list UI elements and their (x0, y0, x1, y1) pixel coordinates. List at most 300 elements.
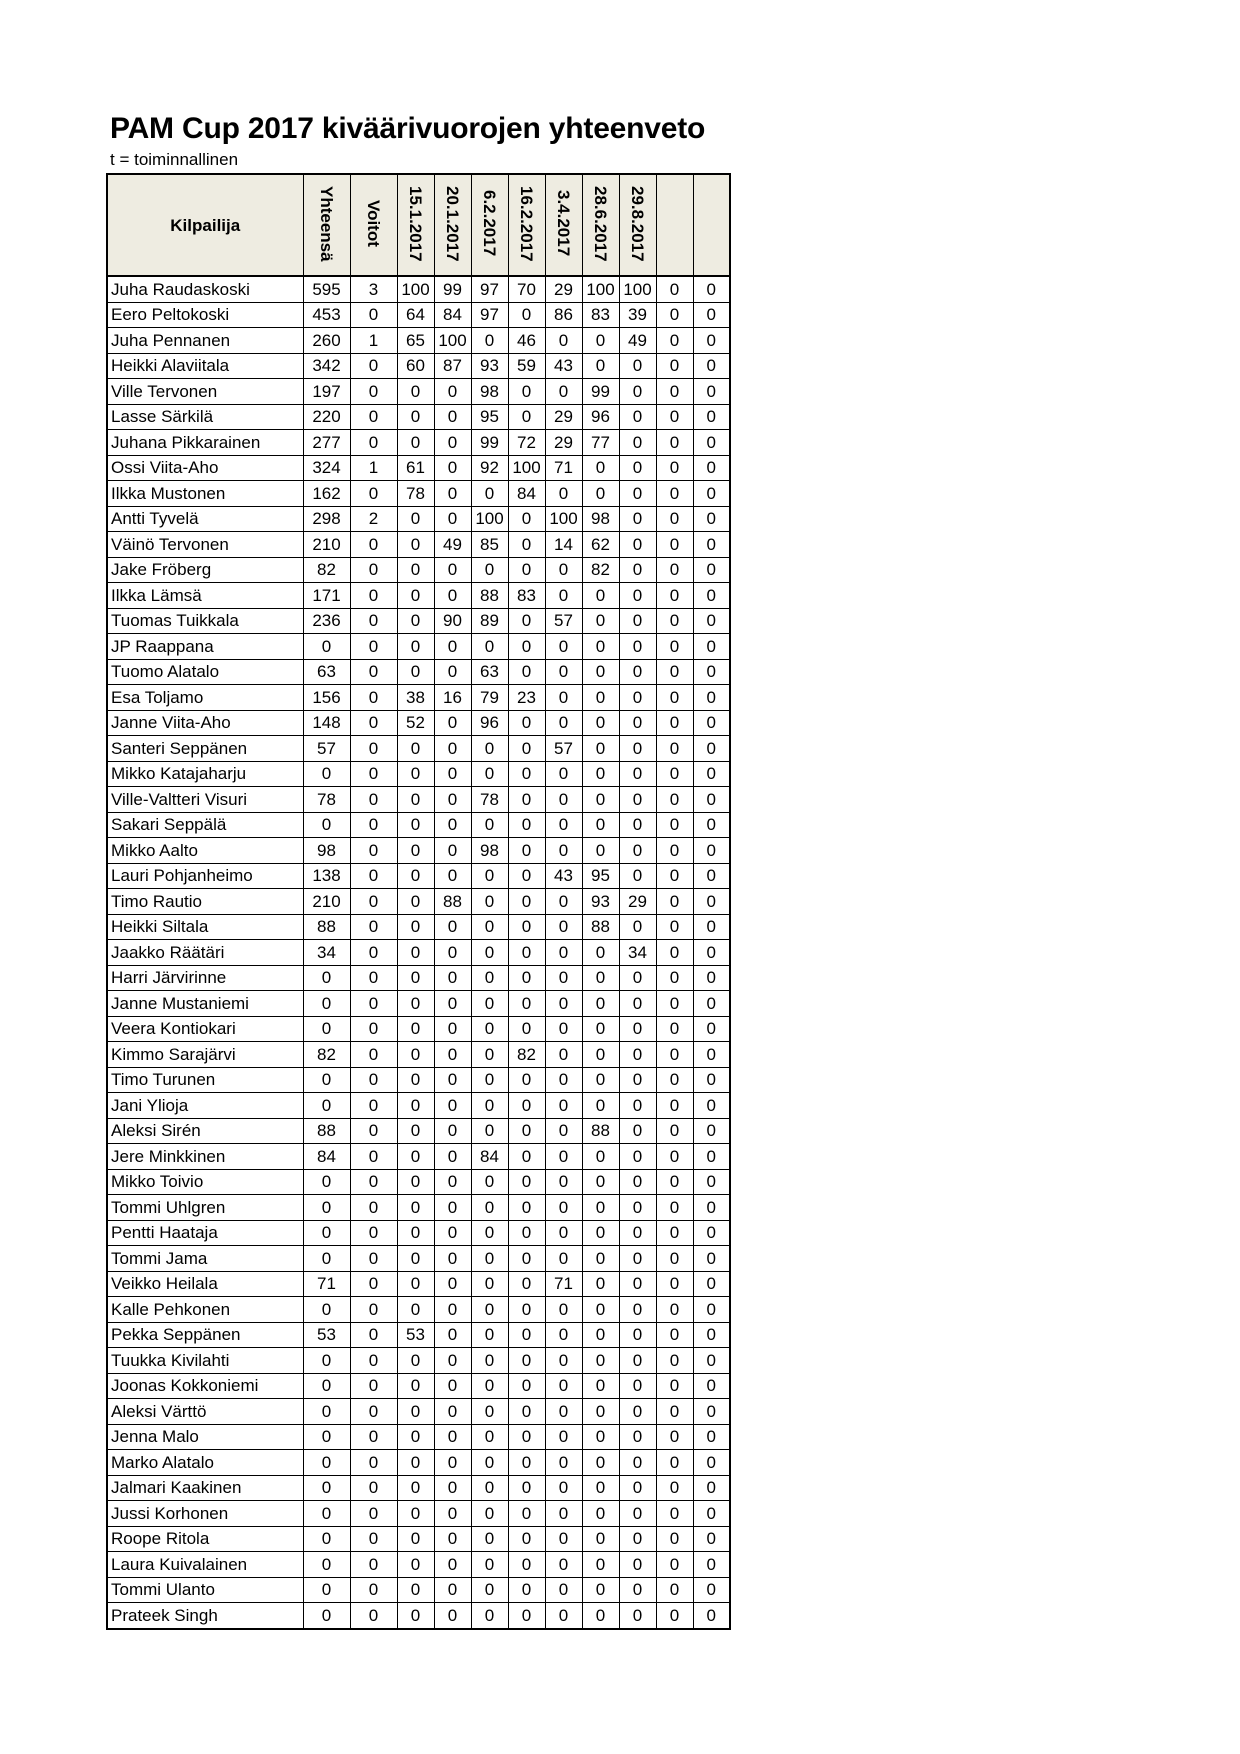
score-cell: 0 (619, 1424, 656, 1450)
competitor-name-cell: Jussi Korhonen (107, 1501, 303, 1527)
score-cell: 0 (656, 1348, 693, 1374)
score-cell: 0 (619, 914, 656, 940)
score-cell: 0 (434, 1450, 471, 1476)
score-cell: 0 (693, 1322, 730, 1348)
score-cell: 0 (656, 838, 693, 864)
score-cell: 0 (693, 1042, 730, 1068)
score-cell: 0 (303, 1424, 350, 1450)
score-cell: 62 (582, 532, 619, 558)
column-header (303, 174, 350, 276)
score-cell: 0 (303, 1016, 350, 1042)
score-cell: 0 (434, 1144, 471, 1170)
table-row (107, 481, 730, 507)
score-cell: 49 (434, 532, 471, 558)
score-cell: 0 (693, 302, 730, 328)
column-header (582, 174, 619, 276)
score-cell: 0 (397, 379, 434, 405)
competitor-name-cell: Väinö Tervonen (107, 532, 303, 558)
score-cell: 0 (545, 1424, 582, 1450)
score-cell: 0 (303, 1067, 350, 1093)
score-cell: 0 (303, 1577, 350, 1603)
score-cell: 0 (693, 328, 730, 354)
score-cell: 0 (434, 761, 471, 787)
score-cell: 98 (303, 838, 350, 864)
score-cell: 0 (508, 1144, 545, 1170)
score-cell: 100 (397, 276, 434, 302)
score-cell: 0 (397, 1118, 434, 1144)
score-cell: 0 (508, 1297, 545, 1323)
score-cell: 0 (434, 1220, 471, 1246)
score-cell: 0 (434, 1501, 471, 1527)
score-cell: 0 (693, 1144, 730, 1170)
score-cell: 97 (471, 302, 508, 328)
table-row (107, 787, 730, 813)
score-cell: 210 (303, 889, 350, 915)
score-cell: 0 (350, 659, 397, 685)
score-cell: 0 (619, 965, 656, 991)
table-row (107, 276, 730, 302)
score-cell: 0 (582, 940, 619, 966)
score-cell: 0 (434, 1373, 471, 1399)
score-cell: 1 (350, 455, 397, 481)
table-row (107, 965, 730, 991)
score-cell: 0 (619, 404, 656, 430)
score-cell: 0 (656, 1373, 693, 1399)
score-cell: 0 (656, 1475, 693, 1501)
score-cell: 0 (582, 1246, 619, 1272)
score-cell: 0 (397, 1603, 434, 1629)
score-cell: 0 (471, 328, 508, 354)
score-cell: 100 (471, 506, 508, 532)
score-cell: 0 (471, 634, 508, 660)
score-cell: 65 (397, 328, 434, 354)
competitor-name-cell: Janne Mustaniemi (107, 991, 303, 1017)
competitor-name-cell: Marko Alatalo (107, 1450, 303, 1476)
competitor-name-cell: Eero Peltokoski (107, 302, 303, 328)
score-cell: 0 (434, 659, 471, 685)
score-cell: 0 (303, 1475, 350, 1501)
score-cell: 0 (397, 1220, 434, 1246)
score-cell: 0 (545, 889, 582, 915)
score-cell: 0 (545, 1220, 582, 1246)
score-cell: 0 (693, 532, 730, 558)
score-cell: 0 (693, 1271, 730, 1297)
score-cell: 0 (508, 761, 545, 787)
column-header-label: 15.1.2017 (406, 185, 425, 262)
competitor-name-cell: Juha Raudaskoski (107, 276, 303, 302)
competitor-name-cell: Mikko Katajaharju (107, 761, 303, 787)
table-row (107, 1297, 730, 1323)
score-cell: 0 (397, 430, 434, 456)
score-cell: 0 (397, 1195, 434, 1221)
score-cell: 63 (303, 659, 350, 685)
table-row (107, 583, 730, 609)
score-cell: 0 (545, 991, 582, 1017)
score-cell: 0 (508, 914, 545, 940)
score-cell: 0 (397, 608, 434, 634)
score-cell: 100 (619, 276, 656, 302)
competitor-name-cell: Ossi Viita-Aho (107, 455, 303, 481)
score-cell: 0 (545, 1246, 582, 1272)
competitor-name-cell: Jere Minkkinen (107, 1144, 303, 1170)
score-cell: 0 (582, 1577, 619, 1603)
score-cell: 0 (693, 506, 730, 532)
score-cell: 0 (693, 736, 730, 762)
score-cell: 0 (397, 1501, 434, 1527)
score-cell: 0 (434, 1271, 471, 1297)
score-cell: 0 (508, 1195, 545, 1221)
competitor-name-cell: Timo Rautio (107, 889, 303, 915)
score-cell: 0 (656, 353, 693, 379)
score-cell: 0 (508, 1577, 545, 1603)
score-cell: 0 (350, 1450, 397, 1476)
score-cell: 88 (471, 583, 508, 609)
score-cell: 171 (303, 583, 350, 609)
score-cell: 0 (656, 1603, 693, 1629)
score-cell: 0 (693, 914, 730, 940)
score-cell: 0 (582, 1399, 619, 1425)
score-cell: 0 (693, 481, 730, 507)
score-cell: 0 (619, 1475, 656, 1501)
score-cell: 90 (434, 608, 471, 634)
score-cell: 0 (397, 736, 434, 762)
score-cell: 0 (619, 1501, 656, 1527)
score-cell: 0 (619, 1577, 656, 1603)
score-cell: 0 (693, 276, 730, 302)
score-cell: 0 (434, 991, 471, 1017)
score-cell: 0 (582, 634, 619, 660)
score-cell: 0 (619, 1042, 656, 1068)
table-row (107, 532, 730, 558)
score-cell: 0 (350, 965, 397, 991)
score-cell: 0 (693, 1246, 730, 1272)
table-row (107, 914, 730, 940)
score-cell: 87 (434, 353, 471, 379)
score-cell: 0 (619, 506, 656, 532)
score-cell: 0 (508, 1526, 545, 1552)
score-cell: 57 (303, 736, 350, 762)
table-row (107, 1271, 730, 1297)
score-cell: 0 (397, 1144, 434, 1170)
score-cell: 29 (545, 430, 582, 456)
score-cell: 0 (434, 1526, 471, 1552)
score-cell: 0 (434, 838, 471, 864)
score-cell: 84 (303, 1144, 350, 1170)
competitor-name-cell: Jenna Malo (107, 1424, 303, 1450)
score-cell: 0 (582, 455, 619, 481)
score-cell: 0 (350, 1603, 397, 1629)
score-cell: 0 (471, 1118, 508, 1144)
table-row (107, 889, 730, 915)
score-cell: 82 (303, 557, 350, 583)
table-row (107, 761, 730, 787)
score-cell: 0 (619, 455, 656, 481)
score-cell: 0 (656, 1322, 693, 1348)
score-cell: 0 (545, 965, 582, 991)
competitor-name-cell: Kimmo Sarajärvi (107, 1042, 303, 1068)
score-cell: 0 (397, 1424, 434, 1450)
score-cell: 0 (397, 812, 434, 838)
table-row (107, 379, 730, 405)
score-cell: 0 (619, 481, 656, 507)
score-cell: 0 (545, 1373, 582, 1399)
competitor-name-cell: Janne Viita-Aho (107, 710, 303, 736)
score-cell: 0 (471, 1220, 508, 1246)
table-row (107, 1093, 730, 1119)
score-cell: 0 (619, 787, 656, 813)
score-cell: 0 (397, 761, 434, 787)
score-cell: 0 (397, 889, 434, 915)
score-cell: 0 (693, 1169, 730, 1195)
score-cell: 0 (693, 1424, 730, 1450)
table-row (107, 991, 730, 1017)
score-cell: 0 (656, 787, 693, 813)
score-cell: 0 (303, 1246, 350, 1272)
table-row (107, 328, 730, 354)
score-cell: 0 (434, 940, 471, 966)
score-cell: 0 (397, 1552, 434, 1578)
score-cell: 0 (619, 838, 656, 864)
score-cell: 0 (693, 634, 730, 660)
score-cell: 0 (656, 557, 693, 583)
score-cell: 0 (545, 1042, 582, 1068)
score-cell: 0 (656, 1195, 693, 1221)
score-cell: 88 (582, 914, 619, 940)
score-cell: 0 (508, 1322, 545, 1348)
table-row (107, 353, 730, 379)
score-cell: 0 (350, 1475, 397, 1501)
score-cell: 0 (693, 583, 730, 609)
score-cell: 0 (582, 1526, 619, 1552)
score-cell: 43 (545, 353, 582, 379)
score-cell: 0 (582, 1169, 619, 1195)
score-cell: 0 (397, 659, 434, 685)
score-cell: 0 (434, 1577, 471, 1603)
score-cell: 0 (545, 940, 582, 966)
score-cell: 34 (303, 940, 350, 966)
score-cell: 0 (582, 1552, 619, 1578)
score-cell: 0 (350, 1246, 397, 1272)
competitor-name-cell: Antti Tyvelä (107, 506, 303, 532)
score-cell: 72 (508, 430, 545, 456)
score-cell: 0 (350, 532, 397, 558)
score-cell: 0 (397, 583, 434, 609)
score-cell: 0 (471, 889, 508, 915)
score-cell: 0 (582, 481, 619, 507)
score-cell: 0 (619, 379, 656, 405)
score-cell: 0 (693, 1373, 730, 1399)
column-header (350, 174, 397, 276)
score-cell: 0 (619, 1169, 656, 1195)
score-cell: 0 (619, 1399, 656, 1425)
score-cell: 0 (619, 761, 656, 787)
score-cell: 0 (303, 1501, 350, 1527)
score-cell: 0 (471, 1501, 508, 1527)
score-cell: 0 (693, 965, 730, 991)
score-cell: 0 (508, 1246, 545, 1272)
score-cell: 0 (545, 1526, 582, 1552)
table-row (107, 1373, 730, 1399)
score-cell: 100 (508, 455, 545, 481)
score-cell: 0 (350, 991, 397, 1017)
score-cell: 0 (350, 761, 397, 787)
table-row (107, 1169, 730, 1195)
table-row (107, 1246, 730, 1272)
score-cell: 0 (508, 659, 545, 685)
score-cell: 88 (434, 889, 471, 915)
score-cell: 0 (350, 379, 397, 405)
score-cell: 0 (397, 1526, 434, 1552)
competitor-name-cell: Kalle Pehkonen (107, 1297, 303, 1323)
competitor-name-cell: Pentti Haataja (107, 1220, 303, 1246)
score-cell: 0 (545, 1348, 582, 1374)
score-cell: 0 (582, 1042, 619, 1068)
score-cell: 0 (350, 1424, 397, 1450)
table-header-row (107, 174, 730, 276)
competitor-name-cell: Aleksi Sirén (107, 1118, 303, 1144)
score-cell: 0 (545, 1016, 582, 1042)
score-cell: 0 (656, 736, 693, 762)
score-cell: 0 (350, 863, 397, 889)
score-cell: 0 (693, 379, 730, 405)
score-cell: 0 (508, 863, 545, 889)
score-cell: 0 (656, 634, 693, 660)
score-cell: 0 (693, 710, 730, 736)
score-cell: 138 (303, 863, 350, 889)
table-row (107, 838, 730, 864)
score-cell: 0 (434, 1297, 471, 1323)
competitor-name-cell: Veera Kontiokari (107, 1016, 303, 1042)
score-cell: 0 (582, 838, 619, 864)
score-cell: 0 (582, 736, 619, 762)
score-cell: 52 (397, 710, 434, 736)
table-row (107, 506, 730, 532)
score-cell: 0 (471, 1297, 508, 1323)
score-cell: 0 (545, 710, 582, 736)
score-cell: 0 (545, 1603, 582, 1629)
score-cell: 0 (434, 583, 471, 609)
score-cell: 0 (471, 1526, 508, 1552)
score-cell: 0 (545, 838, 582, 864)
score-cell: 0 (434, 787, 471, 813)
score-cell: 0 (619, 1093, 656, 1119)
column-header-label: 16.2.2017 (517, 185, 536, 262)
score-cell: 0 (656, 1271, 693, 1297)
competitor-name-cell: Jake Fröberg (107, 557, 303, 583)
score-cell: 0 (693, 812, 730, 838)
score-cell: 0 (656, 1399, 693, 1425)
score-cell: 0 (350, 481, 397, 507)
score-cell: 0 (397, 506, 434, 532)
score-cell: 0 (434, 1552, 471, 1578)
score-cell: 595 (303, 276, 350, 302)
score-cell: 0 (471, 1450, 508, 1476)
score-cell: 0 (619, 1195, 656, 1221)
score-cell: 0 (434, 1067, 471, 1093)
score-cell: 0 (582, 1271, 619, 1297)
score-cell: 0 (397, 1297, 434, 1323)
score-cell: 0 (656, 1424, 693, 1450)
table-row (107, 1603, 730, 1629)
score-cell: 96 (582, 404, 619, 430)
score-cell: 0 (397, 1246, 434, 1272)
score-cell: 0 (397, 838, 434, 864)
table-row (107, 1475, 730, 1501)
competitor-name-cell: Mikko Toivio (107, 1169, 303, 1195)
score-cell: 0 (656, 302, 693, 328)
column-header-label: Voitot (364, 200, 383, 247)
score-cell: 97 (471, 276, 508, 302)
score-cell: 0 (693, 1093, 730, 1119)
score-cell: 0 (656, 481, 693, 507)
score-cell: 88 (303, 914, 350, 940)
score-cell: 0 (350, 1067, 397, 1093)
score-cell: 0 (508, 965, 545, 991)
competitor-name-cell: Tuukka Kivilahti (107, 1348, 303, 1374)
competitor-name-cell: Jani Ylioja (107, 1093, 303, 1119)
score-cell: 0 (471, 1552, 508, 1578)
table-row (107, 1424, 730, 1450)
score-cell: 0 (582, 1144, 619, 1170)
score-cell: 0 (656, 685, 693, 711)
score-cell: 0 (434, 557, 471, 583)
score-cell: 0 (545, 1475, 582, 1501)
score-cell: 0 (619, 1373, 656, 1399)
score-cell: 63 (471, 659, 508, 685)
score-cell: 0 (545, 1093, 582, 1119)
score-cell: 0 (397, 1042, 434, 1068)
table-row (107, 634, 730, 660)
score-cell: 0 (350, 1271, 397, 1297)
score-cell: 0 (508, 1093, 545, 1119)
score-cell: 0 (508, 1373, 545, 1399)
score-cell: 0 (693, 1399, 730, 1425)
score-cell: 0 (303, 1552, 350, 1578)
score-cell: 0 (397, 1169, 434, 1195)
column-header-label: 28.6.2017 (591, 185, 610, 262)
score-cell: 0 (471, 1424, 508, 1450)
table-row (107, 1552, 730, 1578)
score-cell: 0 (619, 557, 656, 583)
table-row (107, 608, 730, 634)
competitor-name-cell: Heikki Alaviitala (107, 353, 303, 379)
score-cell: 220 (303, 404, 350, 430)
score-cell: 100 (545, 506, 582, 532)
score-cell: 0 (693, 787, 730, 813)
score-cell: 0 (693, 1118, 730, 1144)
score-cell: 0 (582, 1603, 619, 1629)
competitor-name-cell: Esa Toljamo (107, 685, 303, 711)
score-cell: 0 (434, 736, 471, 762)
score-cell: 0 (434, 1322, 471, 1348)
score-cell: 0 (397, 1373, 434, 1399)
score-cell: 0 (303, 1093, 350, 1119)
score-cell: 0 (545, 1297, 582, 1323)
score-cell: 99 (434, 276, 471, 302)
score-cell: 0 (434, 481, 471, 507)
score-cell: 0 (582, 1450, 619, 1476)
score-cell: 0 (545, 1067, 582, 1093)
score-cell: 0 (434, 1118, 471, 1144)
score-cell: 0 (434, 1195, 471, 1221)
score-cell: 29 (545, 404, 582, 430)
score-cell: 0 (693, 1475, 730, 1501)
score-cell: 0 (656, 1220, 693, 1246)
score-cell: 84 (508, 481, 545, 507)
score-cell: 0 (303, 1297, 350, 1323)
score-cell: 0 (508, 1475, 545, 1501)
score-cell: 0 (693, 1195, 730, 1221)
